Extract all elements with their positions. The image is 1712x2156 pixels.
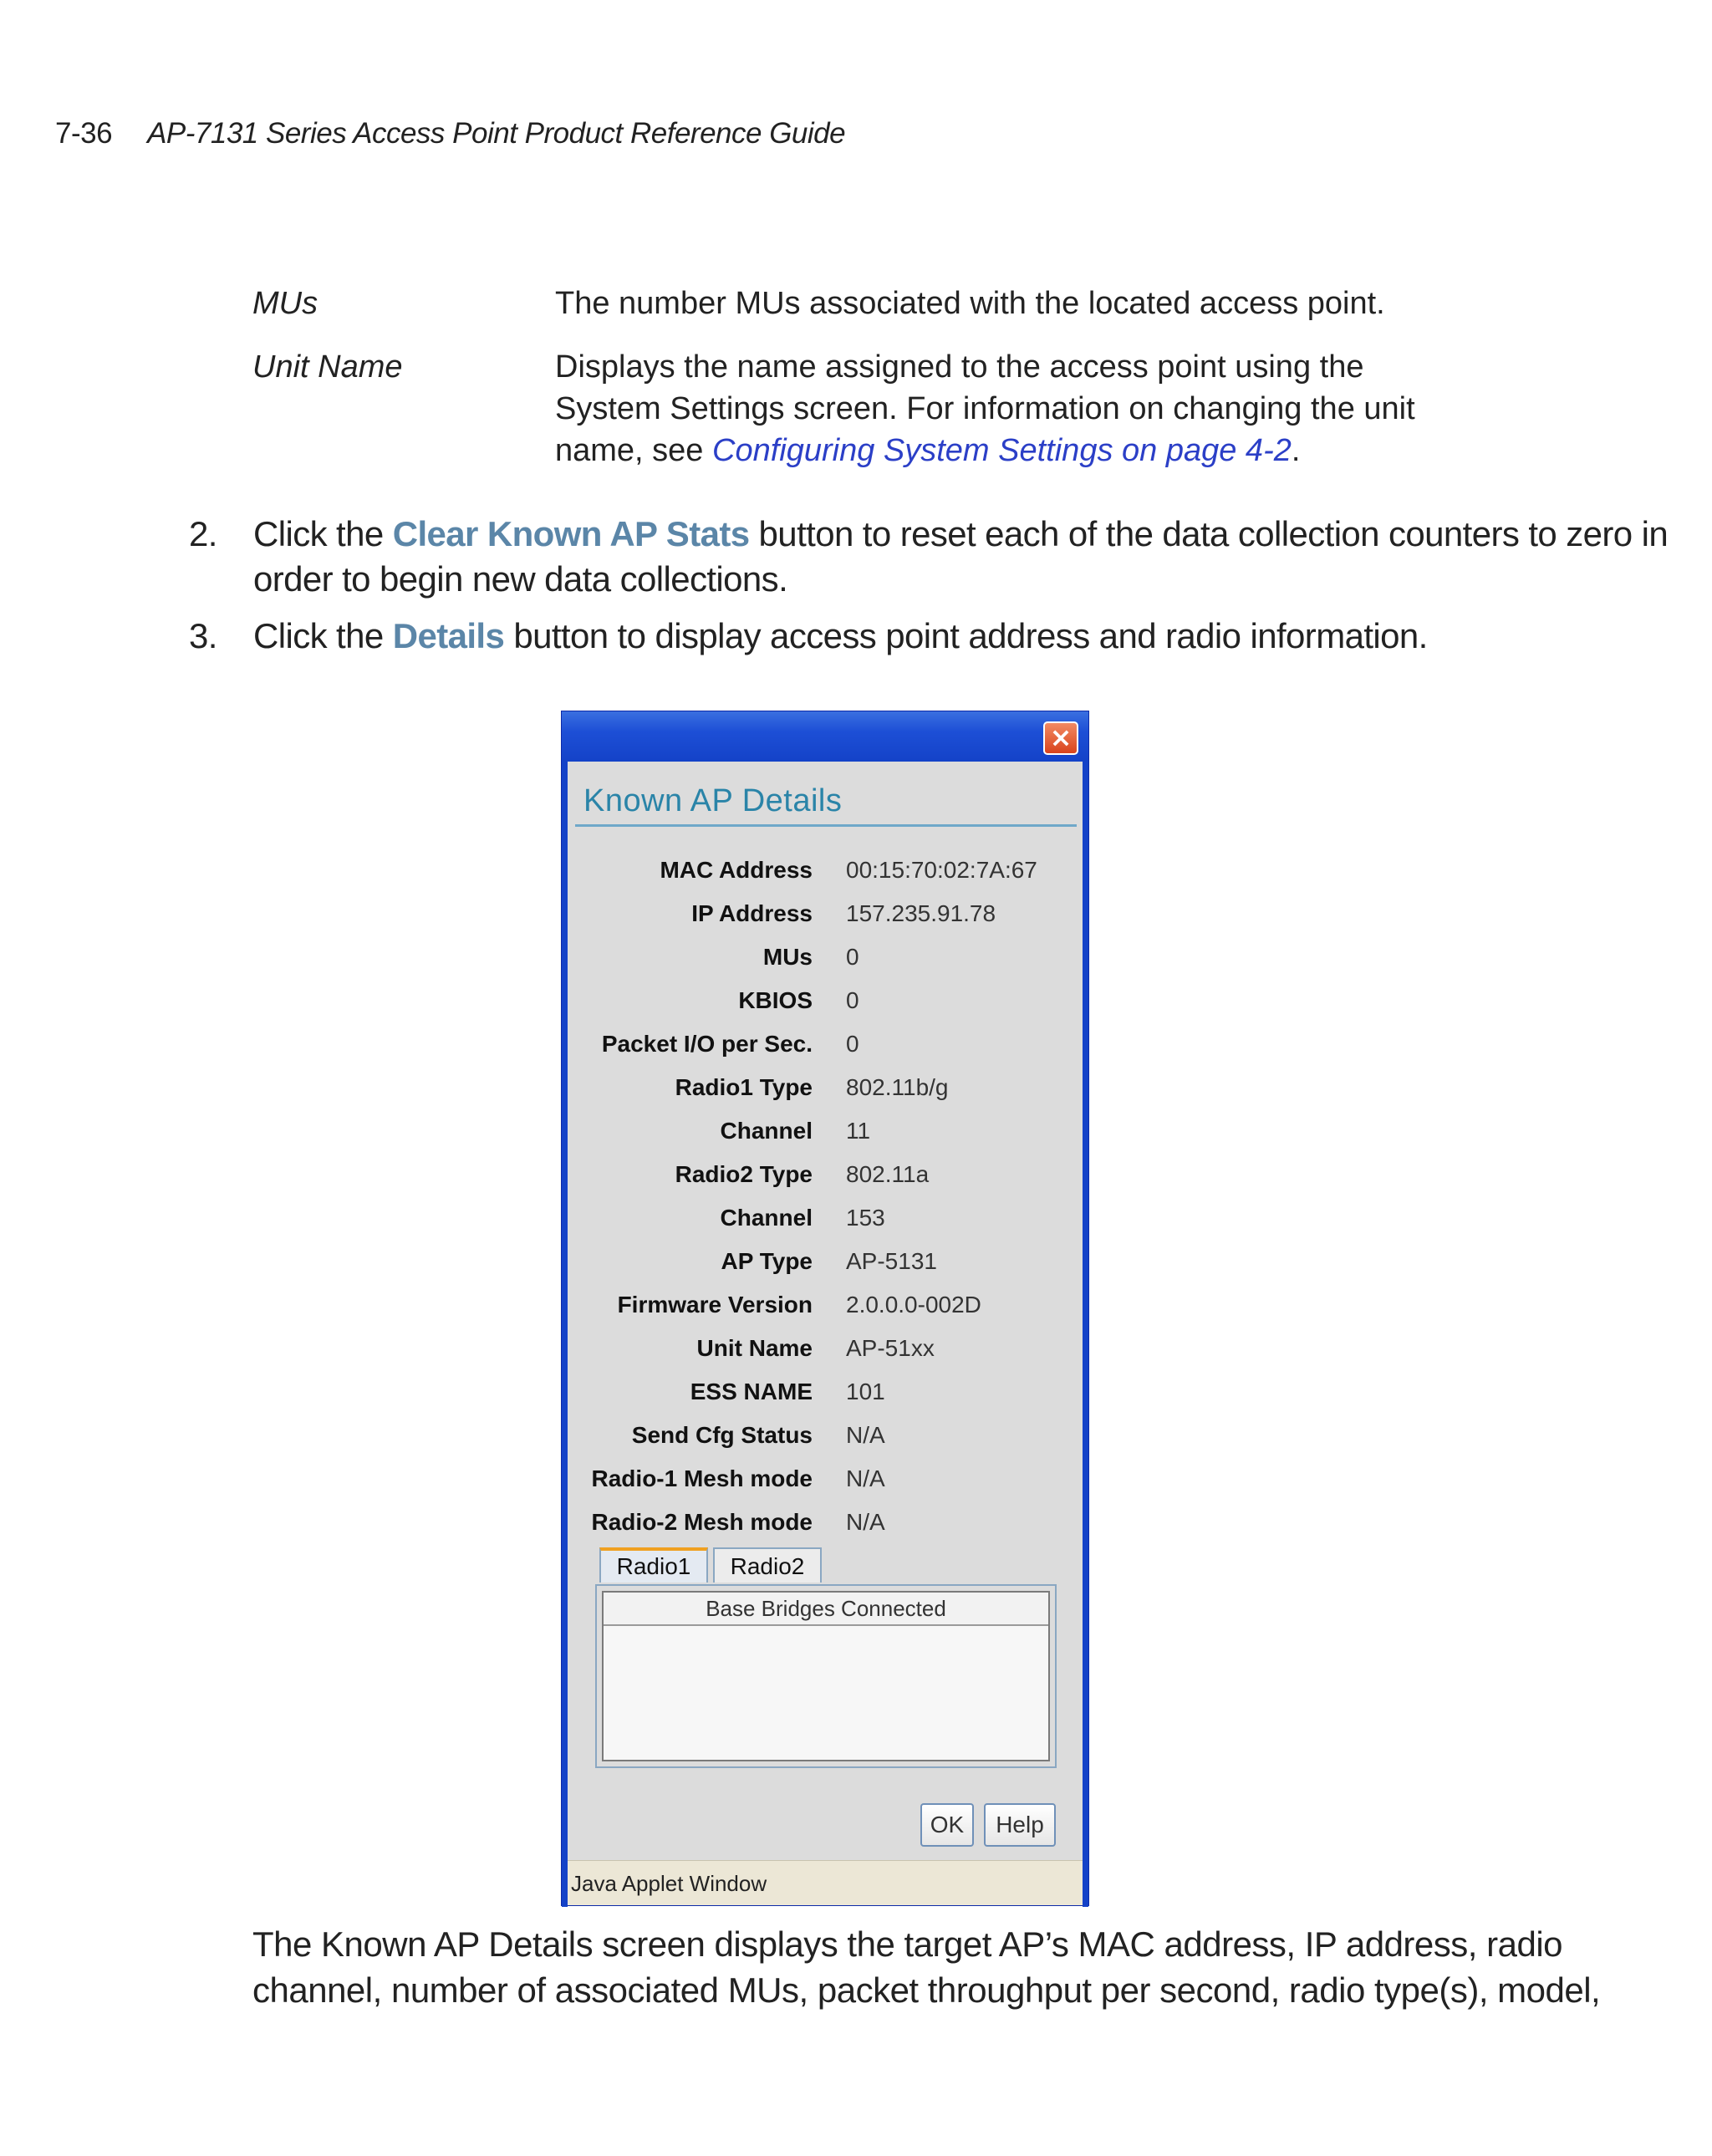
tab-radio2[interactable]: Radio2 — [713, 1547, 822, 1583]
title-bar — [562, 711, 1088, 762]
ui-reference: Clear Known AP Stats — [392, 514, 750, 553]
detail-value: 802.11b/g — [846, 1074, 949, 1100]
detail-value: N/A — [846, 1509, 885, 1535]
detail-value: AP-5131 — [846, 1248, 937, 1274]
tab-radio1[interactable]: Radio1 — [599, 1547, 708, 1583]
applet-status-bar: Java Applet Window — [568, 1860, 1083, 1905]
detail-row — [562, 852, 1088, 889]
definition-description-end: . — [1291, 433, 1301, 468]
definition-description: The number MUs associated with the located access point. — [555, 286, 1385, 321]
guide-title: AP-7131 Series Access Point Product Reference Guide — [147, 117, 846, 150]
definition-term: Unit Name — [252, 349, 403, 385]
definition-term: MUs — [252, 286, 318, 321]
detail-value: 0 — [846, 944, 859, 970]
detail-label: Channel — [720, 1118, 813, 1144]
detail-row — [562, 1243, 1088, 1280]
detail-value: 802.11a — [846, 1161, 930, 1187]
detail-label: Radio-1 Mesh mode — [591, 1465, 813, 1491]
dialog-heading: Known AP Details — [583, 783, 843, 818]
detail-label: IP Address — [691, 900, 813, 926]
detail-row — [562, 1113, 1088, 1149]
detail-row — [562, 1417, 1088, 1454]
detail-label: Radio2 Type — [675, 1161, 813, 1187]
ui-reference: Details — [392, 616, 505, 655]
detail-label: Unit Name — [696, 1335, 813, 1361]
detail-row — [562, 1374, 1088, 1410]
close-button[interactable] — [1043, 721, 1078, 755]
detail-row — [562, 1330, 1088, 1367]
detail-value: 0 — [846, 987, 859, 1013]
detail-row — [562, 895, 1088, 932]
step-text — [253, 512, 1712, 602]
detail-label: Radio-2 Mesh mode — [591, 1509, 813, 1535]
ok-button[interactable]: OK — [920, 1803, 974, 1847]
cross-reference-link[interactable]: Configuring System Settings on page 4-2 — [712, 433, 1292, 468]
heading-divider — [575, 824, 1077, 827]
detail-row — [562, 1200, 1088, 1236]
detail-value: 2.0.0.0-002D — [846, 1292, 981, 1318]
body-paragraph: The Known AP Details screen displays the target AP’s MAC address, IP address, radio channel, number of associated MUs, packet throughput per second, radio type(s), model, — [252, 1924, 1601, 2010]
detail-value: 157.235.91.78 — [846, 900, 996, 926]
step-text — [253, 614, 1712, 659]
definition-description — [555, 346, 1475, 471]
detail-value: 101 — [846, 1379, 885, 1404]
detail-label: ESS NAME — [690, 1379, 813, 1404]
detail-row — [562, 1504, 1088, 1541]
tab-panel — [595, 1584, 1057, 1768]
detail-label: MAC Address — [660, 857, 813, 883]
close-icon: × — [1049, 721, 1073, 753]
step-text-end: button to reset each of the data collection counters to zero in order to begin new data collections. — [253, 514, 1669, 599]
detail-label: Radio1 Type — [675, 1074, 813, 1100]
step-text-start: Click the — [253, 616, 393, 655]
help-button[interactable]: Help — [984, 1803, 1056, 1847]
step-text-end: button to display access point address and radio information. — [504, 616, 1428, 655]
detail-value: 00:15:70:02:7A:67 — [846, 857, 1037, 883]
detail-label: KBIOS — [738, 987, 813, 1013]
detail-label: AP Type — [721, 1248, 813, 1274]
step-text-start: Click the — [253, 514, 393, 553]
base-bridges-list[interactable] — [602, 1591, 1050, 1761]
step-number: 3. — [189, 616, 217, 655]
detail-label: Packet I/O per Sec. — [601, 1031, 813, 1057]
detail-row — [562, 1287, 1088, 1323]
detail-label: MUs — [762, 944, 813, 970]
running-header — [55, 117, 845, 150]
detail-label: Channel — [720, 1205, 813, 1231]
detail-row — [562, 1069, 1088, 1106]
detail-label: Send Cfg Status — [631, 1422, 813, 1448]
definition-description-text: Displays the name assigned to the access point using the System Settings screen. For information on changing the unit name, see — [555, 349, 1415, 468]
detail-value: N/A — [846, 1422, 885, 1448]
detail-row — [562, 939, 1088, 976]
detail-row — [562, 1460, 1088, 1497]
detail-row — [562, 982, 1088, 1019]
known-ap-details-dialog — [561, 711, 1089, 1906]
detail-row — [562, 1026, 1088, 1063]
step-number: 2. — [189, 514, 217, 553]
detail-value: 11 — [846, 1118, 871, 1144]
detail-label: Firmware Version — [617, 1292, 813, 1318]
list-column-header: Base Bridges Connected — [604, 1593, 1048, 1626]
detail-value: N/A — [846, 1465, 885, 1491]
detail-row — [562, 1156, 1088, 1193]
page-number: 7-36 — [55, 117, 113, 150]
detail-value: 153 — [846, 1205, 885, 1231]
detail-value: 0 — [846, 1031, 859, 1057]
detail-value: AP-51xx — [846, 1335, 935, 1361]
